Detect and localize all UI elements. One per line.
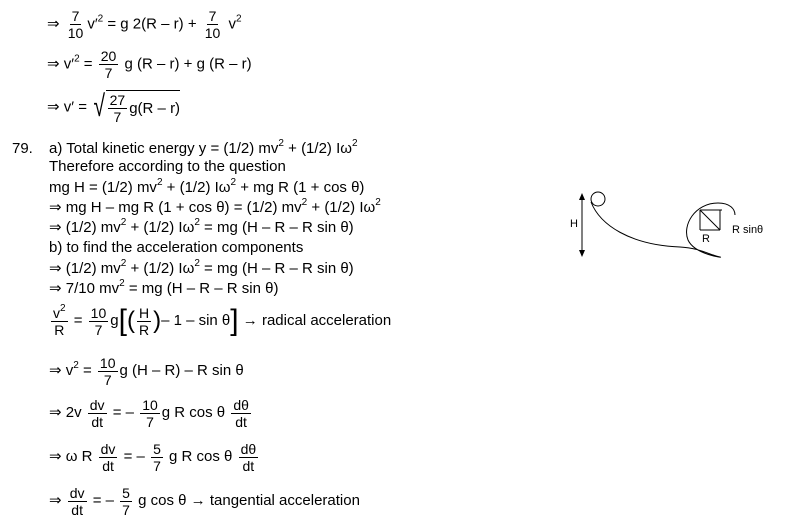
eq-line-tangential: ⇒ $\frac{dv}{dt}$ = – $\frac{5}{7}$ g cos θ → tangential acceleration	[49, 484, 360, 518]
fraction: $\frac{7}{10}$	[67, 8, 84, 41]
eq-line-2v: ⇒ 2v $\frac{dv}{dt}$ = – $\frac{10}{7}$ g R cos θ $\frac{d\theta}{dt}$	[49, 396, 249, 430]
r-label: R	[702, 233, 710, 245]
text-line: ⇒ mg H – mg R (1 + cos θ) = (1/2) $mv^2 + (1/2)$ $I\omega^2$	[49, 197, 381, 216]
eq-line-radical: $\frac{v^2}{R}$ = $\frac{10}{7}$ g[( $\frac{H}{R}$ )– 1 – sin θ] → radical acceleration	[53, 302, 392, 338]
text-line: Therefore according to the question	[49, 158, 286, 175]
square-root: √ $\frac{27}{7}$ g(R – r)	[93, 90, 181, 125]
rsin-label: R sinθ	[732, 224, 764, 236]
text-line: ⇒ (1/2) $mv^2 + (1/2) I\omega^2$ = mg (H – R – R sin θ)	[49, 258, 354, 277]
text-line: ⇒ 7/10 $mv^2$ = mg (H – R – R sin θ)	[49, 278, 279, 297]
eq-line-3: ⇒ v′ = √ $\frac{27}{7}$ g(R – r)	[47, 90, 181, 125]
ball	[591, 192, 605, 206]
track-figure	[560, 185, 780, 265]
text-line: mg H = (1/2) $mv^2 + (1/2) I\omega^2$ + mg R (1 + cos θ)	[49, 177, 365, 196]
text-line: ⇒ (1/2) $mv^2 + (1/2) I\omega^2$ = mg (H – R – R sin θ)	[49, 217, 354, 236]
eq-line-1: ⇒ $\frac{7}{10}$ $v'^2 = g$ 2(R – r) + $\frac{7}{10}$ $v^2$	[47, 8, 242, 41]
question-number: 79.	[12, 140, 33, 157]
eq-line-v2: ⇒ $v^2$ = $\frac{10}{7}$ g (H – R) – R sin θ	[49, 354, 244, 388]
eq-line-omega: ⇒ ω R $\frac{dv}{dt}$ = – $\frac{5}{7}$ g R cos θ $\frac{d\theta}{dt}$	[49, 440, 257, 474]
text-line: b) to find the acceleration components	[49, 239, 304, 256]
text-line: a) Total kinetic energy y = (1/2) $mv^2 + (1/2)$ $I\omega^2$	[49, 138, 358, 157]
eq-line-2: ⇒ $v'^2$ = $\frac{20}{7}$ g (R – r) + g (R – r)	[47, 48, 252, 81]
h-label: H	[570, 218, 578, 230]
fraction: $\frac{7}{10}$	[204, 8, 221, 41]
